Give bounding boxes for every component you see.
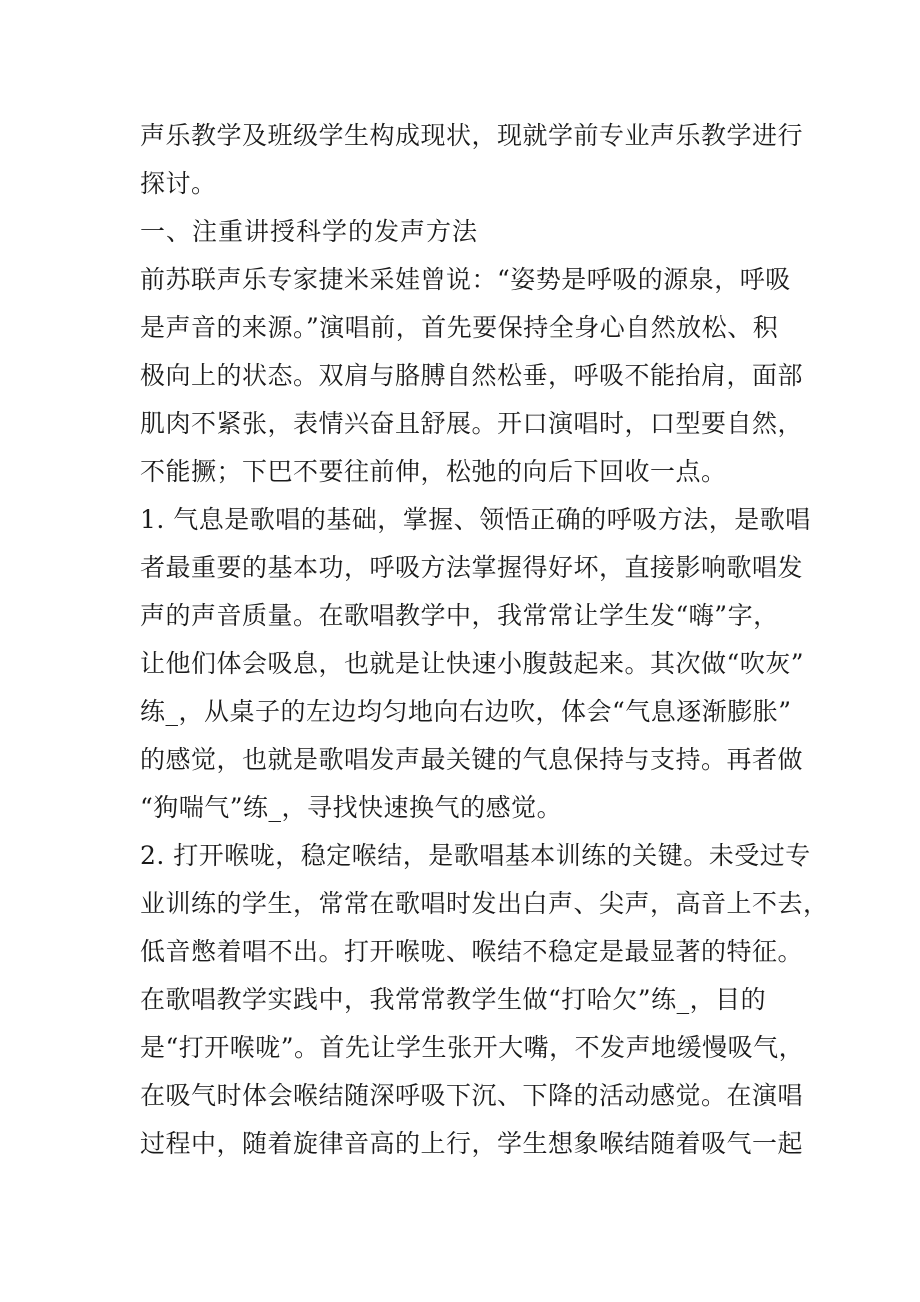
text-line: 在吸气时体会喉结随深呼吸下沉、下降的活动感觉。在演唱 bbox=[140, 1081, 804, 1110]
numbered-paragraph-start: 2. 打开喉咙，稳定喉结，是歌唱基本训练的关键。未受过专 bbox=[140, 841, 811, 870]
text-line: 前苏联声乐专家捷米采娃曾说：“姿势是呼吸的源泉，呼吸 bbox=[140, 265, 791, 294]
text-line: 过程中，随着旋律音高的上行，学生想象喉结随着吸气一起 bbox=[140, 1129, 804, 1158]
text-line: 练_，从桌子的左边均匀地向右边吹，体会“气息逐渐膨胀” bbox=[140, 697, 792, 726]
section-heading: 一、注重讲授科学的发声方法 bbox=[140, 217, 479, 246]
text-line: 探讨。 bbox=[140, 169, 217, 198]
text-line: 在歌唱教学实践中，我常常教学生做“打哈欠”练_，目的 bbox=[140, 985, 767, 1014]
text-line: 的感觉，也就是歌唱发声最关键的气息保持与支持。再者做 bbox=[140, 745, 804, 774]
numbered-paragraph-start: 1. 气息是歌唱的基础，掌握、领悟正确的呼吸方法，是歌唱 bbox=[140, 505, 811, 534]
text-line: 者最重要的基本功，呼吸方法掌握得好坏，直接影响歌唱发 bbox=[140, 553, 804, 582]
text-line: 极向上的状态。双肩与胳膊自然松垂，呼吸不能抬肩，面部 bbox=[140, 361, 804, 390]
text-line: 不能撅；下巴不要往前伸，松弛的向后下回收一点。 bbox=[140, 457, 727, 486]
text-line: 低音憋着唱不出。打开喉咙、喉结不稳定是最显著的特征。 bbox=[140, 937, 804, 966]
text-line: 业训练的学生，常常在歌唱时发出白声、尖声，高音上不去， bbox=[140, 889, 829, 918]
text-line: 肌肉不紧张，表情兴奋且舒展。开口演唱时，口型要自然， bbox=[140, 409, 804, 438]
text-line: 让他们体会吸息，也就是让快速小腹鼓起来。其次做“吹灰” bbox=[140, 649, 805, 678]
text-line: “狗喘气”练_，寻找快速换气的感觉。 bbox=[140, 793, 563, 822]
document-body bbox=[140, 112, 829, 1168]
text-line: 是“打开喉咙”。首先让学生张开大嘴，不发声地缓慢吸气， bbox=[140, 1033, 805, 1062]
text-line: 声乐教学及班级学生构成现状，现就学前专业声乐教学进行 bbox=[140, 121, 804, 150]
text-line: 声的声音质量。在歌唱教学中，我常常让学生发“嗨”字， bbox=[140, 601, 779, 630]
text-line: 是声音的来源。”演唱前，首先要保持全身心自然放松、积 bbox=[140, 313, 779, 342]
